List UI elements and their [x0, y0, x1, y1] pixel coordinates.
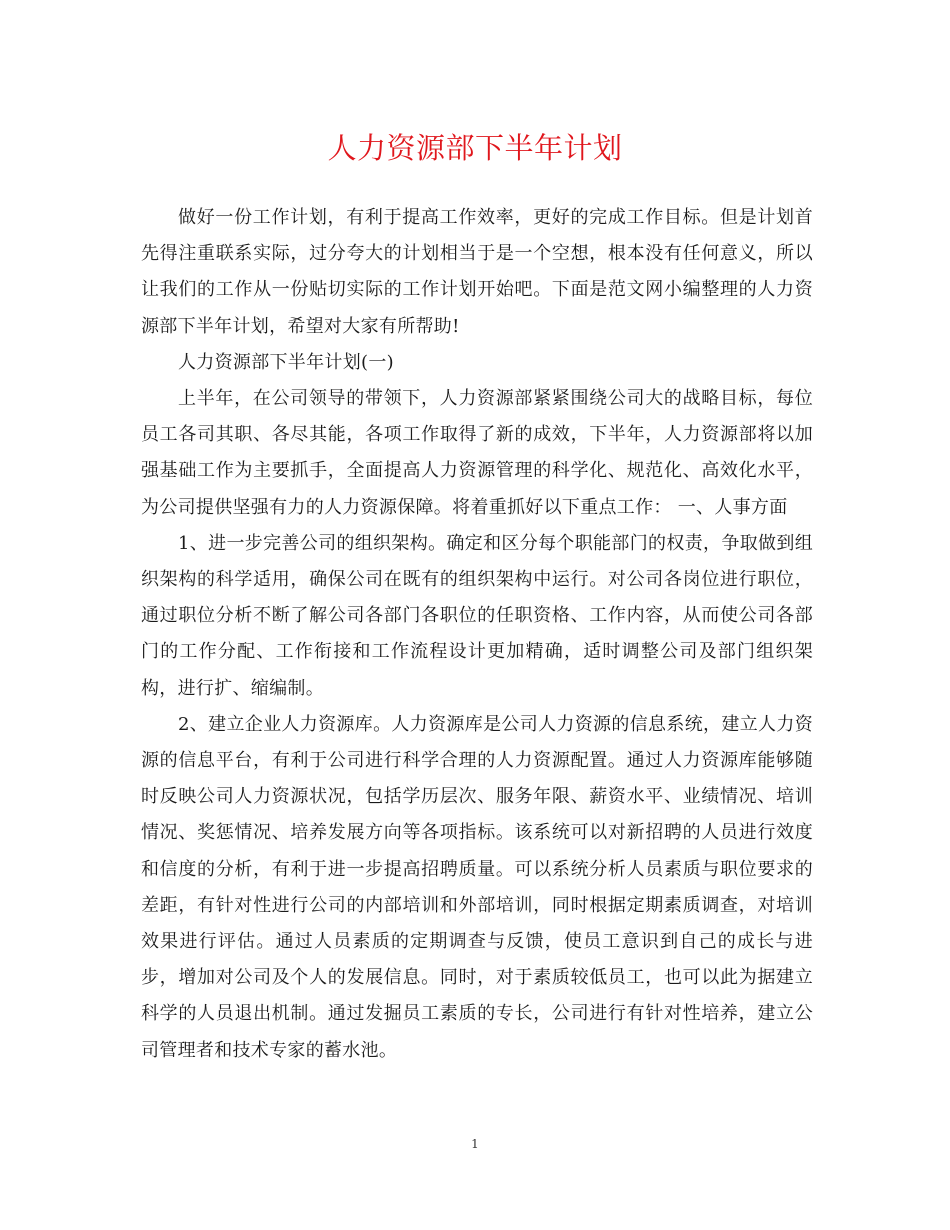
body-paragraph: 1、进一步完善公司的组织架构。确定和区分每个职能部门的权责，争取做到组织架构的科学适用，确保公司在既有的组织架构中运行。对公司各岗位进行职位，通过职位分析不断了解公司各部门各职位的任职资格、工作内容，从而使公司各部门的工作分配、工作衔接和工作流程设计更加精确，适时调整公司及部门组织架构，进行扩、缩编制。	[141, 532, 813, 699]
body-paragraph: 上半年，在公司领导的带领下，人力资源部紧紧围绕公司大的战略目标，每位员工各司其职、各尽其能，各项工作取得了新的成效，下半年，人力资源部将以加强基础工作为主要抓手，全面提高人力资源管理的科学化、规范化、高效化水平，为公司提供坚强有力的人力资源保障。将着重抓好以下重点工作： 一、人事方面	[141, 388, 813, 518]
page-number: 1	[471, 1137, 479, 1151]
document-title: 人力资源部下半年计划	[327, 131, 623, 165]
section-heading: 人力资源部下半年计划(一)	[178, 351, 394, 373]
document-body	[141, 200, 813, 1069]
body-paragraph: 2、建立企业人力资源库。人力资源库是公司人力资源的信息系统，建立人力资源的信息平台，有利于公司进行科学合理的人力资源配置。通过人力资源库能够随时反映公司人力资源状况，包括学历层次、服务年限、薪资水平、业绩情况、培训情况、奖惩情况、培养发展方向等各项指标。该系统可以对新招聘的人员进行效度和信度的分析，有利于进一步提高招聘质量。可以系统分析人员素质与职位要求的差距，有针对性进行公司的内部培训和外部培训，同时根据定期素质调查，对培训效果进行评估。通过人员素质的定期调查与反馈，使员工意识到自己的成长与进步，增加对公司及个人的发展信息。同时，对于素质较低员工，也可以此为据建立科学的人员退出机制。通过发掘员工素质的专长，公司进行有针对性培养，建立公司管理者和技术专家的蓄水池。	[141, 713, 813, 1061]
intro-paragraph: 做好一份工作计划，有利于提高工作效率，更好的完成工作目标。但是计划首先得注重联系实际，过分夸大的计划相当于是一个空想，根本没有任何意义，所以让我们的工作从一份贴切实际的工作计划开始吧。下面是范文网小编整理的人力资源部下半年计划，希望对大家有所帮助!	[141, 207, 813, 337]
